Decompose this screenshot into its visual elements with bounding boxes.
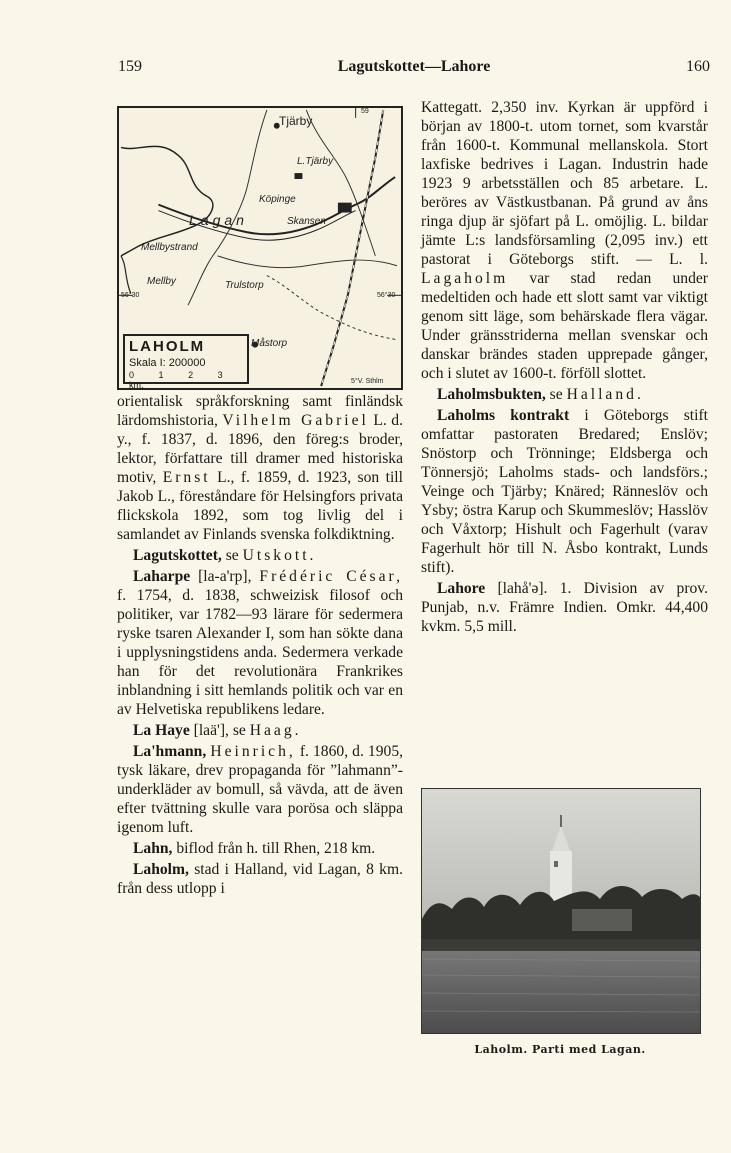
entry-la-haye: La Haye [laä'], se Haag. xyxy=(133,722,302,739)
map-legend xyxy=(123,334,249,390)
running-title: Lagutskottet—Lahore xyxy=(337,58,491,75)
map-label-mastorp: Måstorp xyxy=(251,338,288,349)
page-number-right: 160 xyxy=(686,58,710,75)
entry-lahmann: La'hmann, Heinrich, f. 1860, d. 1905, tysk läkare, drev propaganda för ”lahmann”-underkläder av bomull, så vävda, att de även efter tvättning skulle vara porösa och släppa igenom luft. xyxy=(117,743,404,836)
entry-laholm: Laholm, stad i Halland, vid Lagan, 8 km. från dess utlopp i xyxy=(117,861,404,897)
road-4 xyxy=(218,256,397,268)
railway-line xyxy=(321,110,383,386)
page-header xyxy=(118,58,710,80)
map-legend-title: LAHOLM xyxy=(129,338,206,355)
map-label-kopinge: Köpinge xyxy=(259,194,296,205)
scale-tick-3: 3 xyxy=(217,370,223,380)
road-2 xyxy=(306,110,375,256)
entry-laholms-kontrakt: Laholms kontrakt i Göteborgs stift omfattar pastoraten Bredared; Enslöv; Snöstorp och Trönninge; Eldsberga och Tönnersjö; Laholms stads- och landsförs.; Veinge och Tjärby; Knäred; Ränneslöv och Ysby; östra Karup och Skummeslöv; Hasslöv och Våxtorp; Hishult och Fagerhult (varav Fagerhult hör till N. Åsbo kontrakt, Lunds stift). xyxy=(421,407,708,576)
headword-laholmsbukten: Laholmsbukten, xyxy=(437,386,546,403)
person-ernst: Ernst xyxy=(162,469,211,486)
headword-lahn: Lahn, xyxy=(133,840,173,857)
scale-tick-2: 2 xyxy=(188,370,194,380)
entry-lahn: Lahn, biflod från h. till Rhen, 218 km. xyxy=(133,840,376,857)
entry-laholm-continued: Kattegatt. 2,350 inv. Kyrkan är uppförd i början av 1800-t. utom tornet, som kvarstår från 1600-t. Kommunal mellanskola. Stort laxfiske bedrives i Lagan. Industrin hade 1923 9 arbetsställen och 85 arbetare. L. beröres av Västkustbanan. På grund av åns ringa djup är sjöfart på L. omöjlig. L. bildar jämte L:s landsförsamling (2,095 inv.) ett pastorat i Göteborgs stift. — L. l. Lagaholm var stad redan under medeltiden och hade ett slott samt var viktigt genom sitt läge, som behärskade flera vägar. Under gränsstriderna mellan svenskar och danskar brändes staden upprepade gånger, och i slutet av 1600-t. förföll slottet. xyxy=(421,99,708,382)
right-column xyxy=(421,98,708,636)
town-laholm-marker xyxy=(338,203,352,213)
river-water xyxy=(422,951,700,1033)
map-label-skansen: Skansen xyxy=(287,216,326,227)
entry-laholmsbukten: Laholmsbukten, se Halland. xyxy=(437,386,644,403)
headword-laharpe: Laharpe xyxy=(133,568,191,585)
scale-unit: km. xyxy=(129,380,144,390)
entry-lagus-continued: orientalisk språkforskning samt finländsk lärdomshistoria, Vilhelm Gabriel L. d. y., f. 1837, d. 1896, den föreg:s broder, lektor, författare till dramer med historiska motiv, Ernst L., f. 1859, d. 1923, son till Jakob L., föreståndare för Helsingfors privata flickskola 1892, som tog livlig del i samlandet av Finlands svenska folkdiktning. xyxy=(117,393,403,543)
entry-lahore: Lahore [lahå'ə]. 1. Division av prov. Punjab, n.v. Främre Indien. Omkr. 44,400 kvkm. 5,5 mill. xyxy=(421,580,708,635)
name-lagaholm: Lagaholm xyxy=(421,270,509,287)
map-grid-label-left: 56°30 xyxy=(121,292,140,299)
scale-tick-1: 1 xyxy=(158,370,164,380)
headword-lagutskottet: Lagutskottet, xyxy=(133,547,222,564)
map-label-l-tjarby: L.Tjärby xyxy=(297,156,334,167)
road-1 xyxy=(188,110,267,305)
person-vilhelm-gabriel: Vilhelm Gabriel xyxy=(222,412,369,429)
map-label-lagan: Lagan xyxy=(189,212,248,228)
headword-laholms-kontrakt: Laholms kontrakt xyxy=(437,407,570,424)
map-scale-text: Skala I: 200000 xyxy=(129,357,206,369)
scale-tick-0: 0 xyxy=(129,370,135,380)
town-tjarby-marker xyxy=(295,173,303,179)
road-3 xyxy=(267,276,397,340)
map-grid-label-corner: 5°V. Sthlm xyxy=(351,378,384,385)
page-number-left: 159 xyxy=(118,58,142,75)
headword-la-haye: La Haye xyxy=(133,722,190,739)
laholm-map xyxy=(117,106,403,390)
person-frederic-cesar: Frédéric César, xyxy=(259,568,403,585)
map-label-mellby: Mellby xyxy=(147,276,176,287)
headword-laholm: Laholm, xyxy=(133,861,189,878)
laholm-photograph xyxy=(421,788,701,1034)
map-label-trulstorp: Trulstorp xyxy=(225,280,264,291)
photo-drawing xyxy=(422,789,700,1033)
left-column xyxy=(117,392,403,898)
church-tower xyxy=(550,851,572,901)
map-label-tjarby: Tjärby xyxy=(279,114,313,128)
map-scale-bar xyxy=(129,370,239,390)
ref-utskott: Utskott. xyxy=(242,547,317,564)
ref-halland: Halland. xyxy=(566,386,644,403)
headword-lahore: Lahore xyxy=(437,580,486,597)
map-grid-label-right: 56°30 xyxy=(377,292,396,299)
entry-lagutskottet: Lagutskottet, se Utskott. xyxy=(133,547,317,564)
coastline xyxy=(121,146,213,256)
entry-laharpe: Laharpe [la-a'rp], Frédéric César, f. 1754, d. 1838, schweizisk filosof och politiker, var 1782—93 lärare för sedermera ryske tsaren Alexander I, som han sökte dana i upplysningstidens anda. Sedermera verkade han för det revolutionära Frankrikes inblandning i sitt hemlands politik och var en av Helvetiska republikens ledare. xyxy=(117,568,403,718)
photo-caption: Laholm. Parti med Lagan. xyxy=(474,1043,646,1056)
headword-lahmann: La'hmann, xyxy=(133,743,207,760)
coastline-south xyxy=(121,256,131,293)
map-grid-label-top: 59 xyxy=(361,108,369,115)
map-label-mellbystrand: Mellbystrand xyxy=(141,242,198,253)
person-heinrich: Heinrich, xyxy=(210,743,296,760)
ref-haag: Haag. xyxy=(249,722,302,739)
